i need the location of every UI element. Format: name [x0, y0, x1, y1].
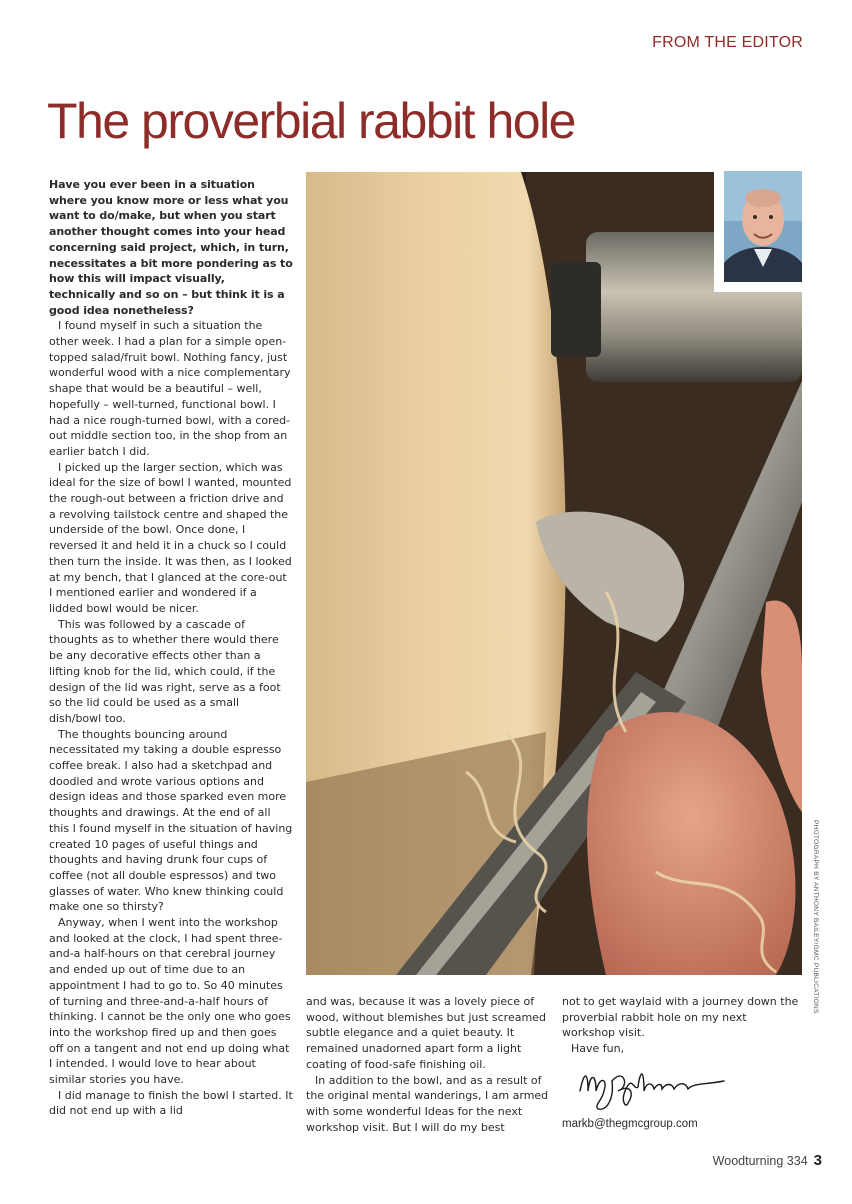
body-paragraph: This was followed by a cascade of thoughts as to whether there would there be any decorative effects other than a lifting knob for the lid, which could, if the design of the lid was right, serve as a foot so the lid could be used as a small dish/bowl too.	[49, 617, 281, 725]
column-1	[49, 177, 293, 1119]
section-label: FROM THE EDITOR	[652, 34, 803, 51]
lathe-turning-photo	[306, 172, 802, 975]
column-3	[562, 994, 802, 1133]
body-paragraph: The thoughts bouncing around necessitated my taking a double espresso coffee break. I also had a sketchpad and doodled and wrote various options and design ideas and those sparked even more thoughts and drawings. At the end of all this I found myself in the situation of having created 10 pages of useful things and thoughts and having drunk four cups of coffee (not all double espressos) and two glasses of water. Who knew thinking could make one so thirsty?	[49, 727, 293, 914]
body-paragraph: I picked up the larger section, which was ideal for the size of bowl I wanted, mounted the rough-out between a friction drive and a revolving tailstock centre and shaped the underside of the bowl. Once done, I reversed it and held it in a chuck so I could then turn the inside. It was then, as I looked at my bench, that I glanced at the core-out I mentioned earlier and wondered if a lidded bowl would be nicer.	[49, 460, 292, 615]
body-paragraph: I did manage to finish the bowl I started. It did not end up with a lid	[49, 1088, 293, 1118]
body-paragraph: Anyway, when I went into the workshop and looked at the clock, I had spent three-and-a half-hours on that cerebral journey and ended up out of time due to an appointment I had to go to. So 40 minutes of turning and three-and-a-half hours of thinking. I cannot be the only one who goes into the workshop fired up and then goes off on a tangent and not end up doing what I intended. I would love to hear about similar stories you have.	[49, 916, 291, 1087]
article-title: The proverbial rabbit hole	[47, 93, 575, 149]
signature	[574, 1061, 734, 1113]
body-paragraph: In addition to the bowl, and as a result of the original mental wanderings, I am armed with some wonderful Ideas for the next workshop visit. But I will do my best	[306, 1073, 549, 1134]
editor-portrait	[714, 162, 812, 292]
intro-paragraph: Have you ever been in a situation where you know more or less what you want to do/make, but when you start another thought comes into your head concerning said project, which, in turn, necessitates a bit more pondering as to how this will impact visually, technically and so on – but think it is a good idea nonetheless?	[49, 178, 293, 317]
sign-off: Have fun,	[571, 1042, 625, 1056]
page-footer	[713, 1152, 822, 1169]
body-paragraph: and was, because it was a lovely piece of wood, without blemishes but just screamed subtle elegance and a quiet beauty. It remained unadorned apart form a light coating of food-safe finishing oil.	[306, 995, 546, 1071]
page-number: 3	[813, 1152, 822, 1169]
magazine-issue: Woodturning 334	[712, 1154, 808, 1168]
column-2	[306, 994, 552, 1135]
body-paragraph: not to get waylaid with a journey down the proverbial rabbit hole on my next workshop visit.	[562, 995, 799, 1040]
body-paragraph: I found myself in such a situation the other week. I had a plan for a simple open-topped salad/fruit bowl. Nothing fancy, just wonderful wood with a nice complementary shape that would be a beautiful – well, hopefully – well-turned, functional bowl. I had a nice rough-turned bowl, with a cored-out middle section too, in the shop from an earlier batch I did.	[49, 319, 291, 458]
editor-email-link[interactable]: markb@thegmcgroup.com	[562, 1117, 698, 1130]
photo-credit: PHOTOGRAPH BY ANTHONY BAILEY/GMC PUBLICATIONS	[812, 820, 819, 1014]
